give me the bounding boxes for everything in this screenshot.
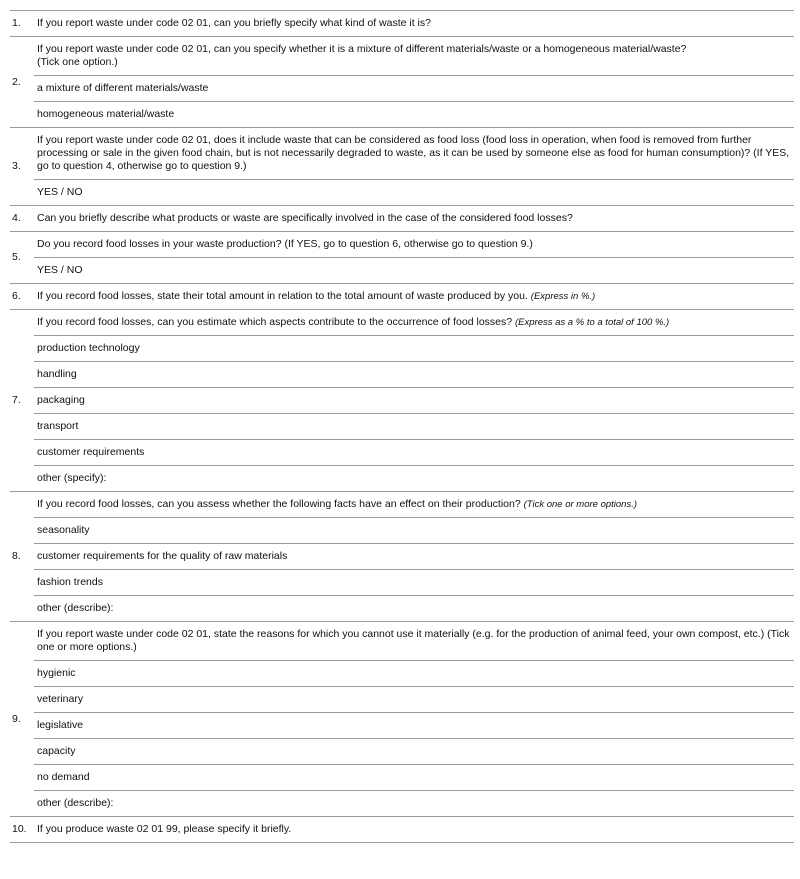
- question-text: If you report waste under code 02 01, can you briefly specify what kind of waste it is?: [37, 17, 431, 29]
- question-row: [10, 206, 794, 232]
- answer-option-cell: [34, 180, 794, 206]
- question-number: 3.: [10, 128, 34, 206]
- answer-option-label: hygienic: [37, 667, 76, 679]
- answer-option-cell: [34, 414, 794, 440]
- answer-row: [10, 713, 794, 739]
- answer-option-cell: [34, 570, 794, 596]
- question-number: 4.: [10, 206, 34, 232]
- answer-row: [10, 739, 794, 765]
- question-text-cell: [34, 11, 794, 37]
- answer-row: [10, 258, 794, 284]
- answer-option-label: other (specify):: [37, 472, 107, 484]
- question-number: 9.: [10, 622, 34, 817]
- answer-option-label: other (describe):: [37, 602, 114, 614]
- answer-option-label: handling: [37, 368, 77, 380]
- question-row: [10, 817, 794, 843]
- answer-option-label: YES / NO: [37, 186, 83, 198]
- question-text-cell: [34, 128, 794, 180]
- answer-option-cell: [34, 76, 794, 102]
- question-text: If you record food losses, can you assess whether the following facts have an effect on their production?: [37, 498, 521, 510]
- question-text-cell: [34, 310, 794, 336]
- question-row: [10, 11, 794, 37]
- answer-row: [10, 76, 794, 102]
- answer-row: [10, 518, 794, 544]
- question-text: If you record food losses, can you estimate which aspects contribute to the occurrence of food losses?: [37, 316, 513, 328]
- instruction-line: (Tick one option.): [37, 56, 118, 68]
- question-row: [10, 492, 794, 518]
- question-text-cell: [34, 817, 794, 843]
- answer-option-label: packaging: [37, 394, 85, 406]
- answer-option-label: veterinary: [37, 693, 84, 705]
- answer-option-cell: [34, 466, 794, 492]
- answer-option-cell: [34, 765, 794, 791]
- question-text: Do you record food losses in your waste production? (If YES, go to question 6, otherwise go to question 9.): [37, 238, 533, 250]
- question-number: 2.: [10, 37, 34, 128]
- question-text-cell: [34, 622, 794, 661]
- answer-row: [10, 687, 794, 713]
- answer-option-label: no demand: [37, 771, 90, 783]
- question-text: If you record food losses, state their total amount in relation to the total amount of waste produced by you.: [37, 290, 528, 302]
- answer-row: [10, 466, 794, 492]
- question-number: 6.: [10, 284, 34, 310]
- answer-option-cell: [34, 713, 794, 739]
- question-row: [10, 232, 794, 258]
- answer-row: [10, 440, 794, 466]
- answer-row: [10, 661, 794, 687]
- question-row: [10, 37, 794, 76]
- question-number: 5.: [10, 232, 34, 284]
- answer-row: [10, 570, 794, 596]
- question-number: 8.: [10, 492, 34, 622]
- question-text-cell: [34, 232, 794, 258]
- answer-option-label: customer requirements for the quality of raw materials: [37, 550, 288, 562]
- question-row: [10, 310, 794, 336]
- question-row: [10, 622, 794, 661]
- answer-row: [10, 180, 794, 206]
- answer-option-cell: [34, 362, 794, 388]
- answer-option-cell: [34, 544, 794, 570]
- answer-option-cell: [34, 258, 794, 284]
- answer-option-cell: [34, 518, 794, 544]
- answer-option-label: transport: [37, 420, 79, 432]
- question-text: If you report waste under code 02 01, can you specify whether it is a mixture of different materials/waste or a homogeneous material/waste?: [37, 43, 687, 55]
- instruction-note: (Tick one or more options.): [523, 499, 638, 510]
- question-row: [10, 128, 794, 180]
- answer-option-cell: [34, 596, 794, 622]
- question-text: If you produce waste 02 01 99, please specify it briefly.: [37, 823, 292, 835]
- answer-option-cell: [34, 336, 794, 362]
- answer-option-label: a mixture of different materials/waste: [37, 82, 209, 94]
- question-text-cell: [34, 492, 794, 518]
- question-number: 7.: [10, 310, 34, 492]
- question-text-cell: [34, 37, 794, 76]
- question-text: Can you briefly describe what products or waste are specifically involved in the case of the considered food losses?: [37, 212, 573, 224]
- question-text: If you report waste under code 02 01, state the reasons for which you cannot use it materially (e.g. for the production of animal feed, your own compost, etc.) (Tick one or more options.): [37, 628, 790, 653]
- answer-option-cell: [34, 791, 794, 817]
- answer-option-cell: [34, 687, 794, 713]
- answer-row: [10, 414, 794, 440]
- questionnaire-table: [10, 10, 794, 843]
- answer-option-cell: [34, 661, 794, 687]
- answer-option-label: homogeneous material/waste: [37, 108, 175, 120]
- answer-row: [10, 596, 794, 622]
- answer-option-label: legislative: [37, 719, 84, 731]
- questionnaire-body: [10, 11, 794, 843]
- answer-option-label: other (describe):: [37, 797, 114, 809]
- answer-row: [10, 102, 794, 128]
- answer-option-label: YES / NO: [37, 264, 83, 276]
- question-text: If you report waste under code 02 01, does it include waste that can be considered as food loss (food loss in operation, when food is removed from further processing or sale in the given food chain, but is not necessarily degraded to waste, as it can be used by someone else as food for human consumption)? (If YES, go to question 4, otherwise go to question 9.): [37, 134, 790, 172]
- instruction-note: (Express in %.): [530, 291, 596, 302]
- answer-row: [10, 765, 794, 791]
- question-text-cell: [34, 206, 794, 232]
- answer-option-label: seasonality: [37, 524, 90, 536]
- answer-row: [10, 336, 794, 362]
- answer-row: [10, 791, 794, 817]
- question-number: 10.: [10, 817, 34, 843]
- answer-option-cell: [34, 440, 794, 466]
- answer-row: [10, 362, 794, 388]
- answer-option-label: customer requirements: [37, 446, 145, 458]
- answer-row: [10, 388, 794, 414]
- answer-option-cell: [34, 388, 794, 414]
- question-text-cell: [34, 284, 794, 310]
- question-row: [10, 284, 794, 310]
- question-number: 1.: [10, 11, 34, 37]
- answer-option-label: capacity: [37, 745, 76, 757]
- answer-option-cell: [34, 739, 794, 765]
- answer-option-label: fashion trends: [37, 576, 103, 588]
- answer-option-cell: [34, 102, 794, 128]
- instruction-note: (Express as a % to a total of 100 %.): [515, 317, 670, 328]
- answer-option-label: production technology: [37, 342, 140, 354]
- answer-row: [10, 544, 794, 570]
